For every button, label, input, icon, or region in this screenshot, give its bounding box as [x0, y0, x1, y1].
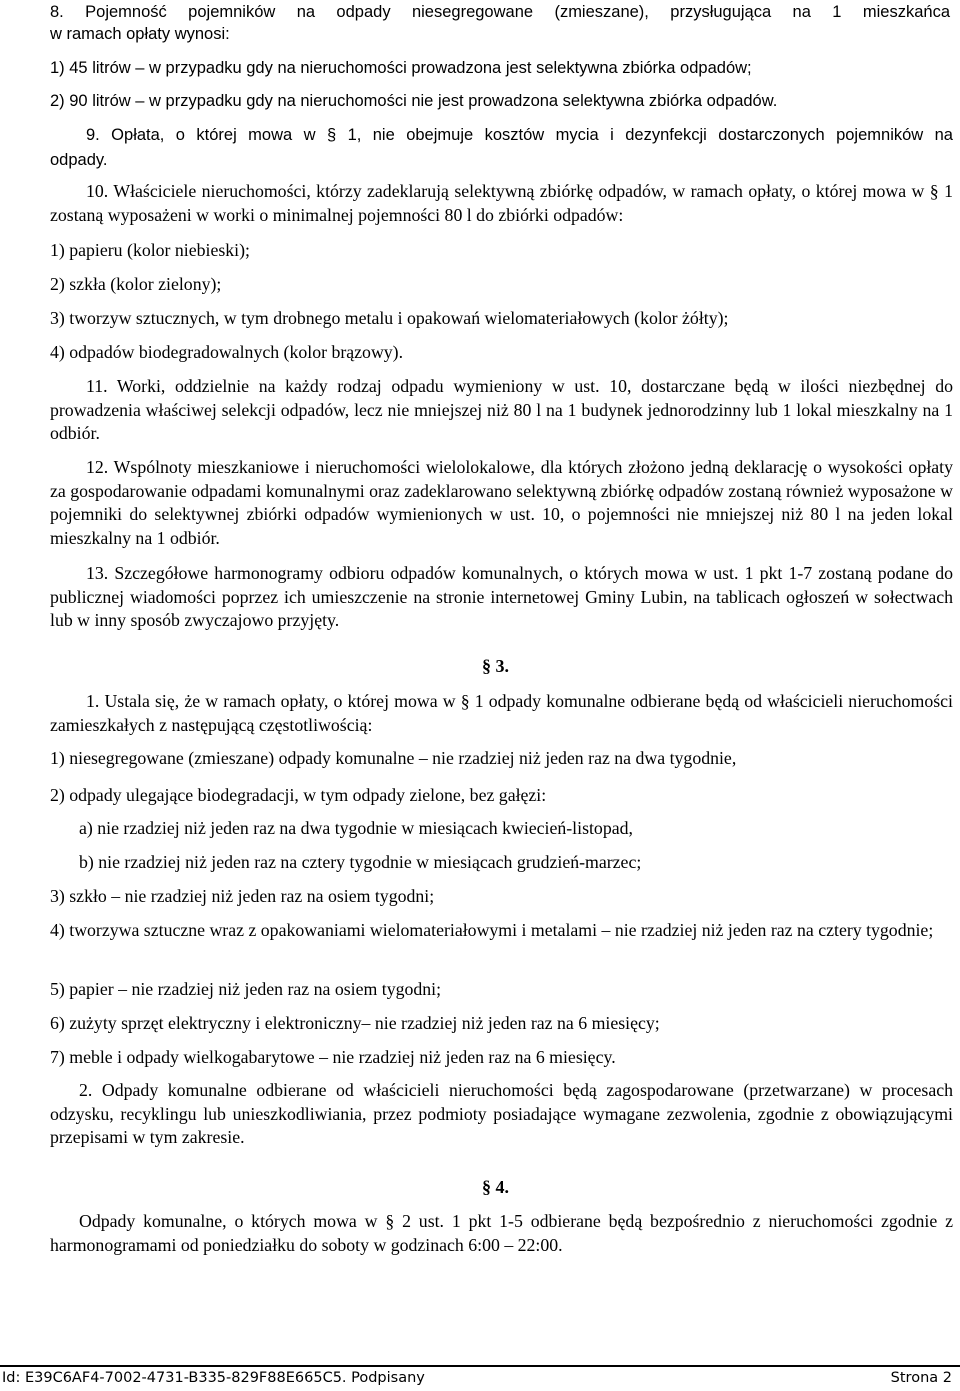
item-8-line-1: 8. Pojemność pojemników na odpady niesegregowane (zmieszane), przysługująca na 1 mieszkańca	[50, 3, 950, 21]
item-10-point-1: 1) papieru (kolor niebieski);	[50, 240, 250, 260]
item-13: 13. Szczegółowe harmonogramy odbioru odpadów komunalnych, o których mowa w ust. 1 pkt 1-7 zostaną podane do publicznej wiadomości poprzez ich umieszczenie na stronie internetowej Gminy Lubin, na tablicach ogłoszeń w sołectwach lub w inny sposób zwyczajowo przyjęty.	[50, 563, 953, 630]
section-3-paragraph-2: 2. Odpady komunalne odbierane od właścicieli nieruchomości będą zagospodarowane (przetwarzane) w procesach odzysku, recyklingu lub unieszkodliwiania, przez podmioty posiadające wymagane zezwolenia, zgodnie z obowiązującymi przepisami w tym zakresie.	[50, 1080, 953, 1147]
item-8-point-1: 1) 45 litrów – w przypadku gdy na nieruchomości prowadzona jest selektywna zbiórka odpadów;	[50, 59, 752, 77]
section-3-heading: § 3.	[482, 656, 509, 676]
item-10: 10. Właściciele nieruchomości, którzy zadeklarują selektywną zbiórkę odpadów, w ramach opłaty, o której mowa w § 1 zostaną wyposażeni w worki o minimalnej pojemności 80 l do zbiórki odpadów:	[50, 181, 953, 225]
item-12: 12. Wspólnoty mieszkaniowe i nieruchomości wielolokalowe, dla których złożono jedną deklarację o wysokości opłaty za gospodarowanie odpadami komunalnymi oraz zadeklarowano selektywną zbiórkę odpadów zostaną również wyposażone w pojemniki do selektywnej zbiórki odpadów wymienionych w ust. 10, o pojemności nie mniejszej niż 80 l na jeden lokal mieszkalny na 1 odbiór.	[50, 457, 953, 548]
frequency-item-5: 5) papier – nie rzadziej niż jeden raz na osiem tygodni;	[50, 979, 442, 999]
document-id: Id: E39C6AF4-7002-4731-B335-829F88E665C5. Podpisany	[2, 1370, 425, 1386]
frequency-item-1: 1) niesegregowane (zmieszane) odpady komunalne – nie rzadziej niż jeden raz na dwa tygodnie,	[50, 748, 737, 768]
frequency-item-7: 7) meble i odpady wielkogabarytowe – nie rzadziej niż jeden raz na 6 miesięcy.	[50, 1047, 616, 1067]
frequency-item-6: 6) zużyty sprzęt elektryczny i elektroniczny– nie rzadziej niż jeden raz na 6 miesięcy;	[50, 1013, 660, 1033]
frequency-item-2b: b) nie rzadziej niż jeden raz na cztery tygodnie w miesiącach grudzień-marzec;	[79, 852, 642, 872]
item-10-point-3: 3) tworzyw sztucznych, w tym drobnego metalu i opakowań wielomateriałowych (kolor żółty);	[50, 308, 729, 328]
frequency-item-2: 2) odpady ulegające biodegradacji, w tym odpady zielone, bez gałęzi:	[50, 785, 547, 805]
item-8-point-2: 2) 90 litrów – w przypadku gdy na nieruchomości nie jest prowadzona selektywna zbiórka odpadów.	[50, 92, 778, 110]
item-10-point-2: 2) szkła (kolor zielony);	[50, 274, 222, 294]
item-10-point-4: 4) odpadów biodegradowalnych (kolor brązowy).	[50, 342, 404, 362]
item-9-line-1: 9. Opłata, o której mowa w § 1, nie obejmuje kosztów mycia i dezynfekcji dostarczonych pojemników na	[86, 126, 953, 144]
page-number: Strona 2	[890, 1370, 952, 1386]
item-8-line-2: w ramach opłaty wynosi:	[50, 25, 230, 43]
frequency-item-4: 4) tworzywa sztuczne wraz z opakowaniami wielomateriałowymi i metalami – nie rzadziej niż jeden raz na cztery tygodnie;	[50, 920, 934, 940]
section-4-heading: § 4.	[482, 1177, 509, 1197]
frequency-item-3: 3) szkło – nie rzadziej niż jeden raz na osiem tygodni;	[50, 886, 435, 906]
item-11: 11. Worki, oddzielnie na każdy rodzaj odpadu wymieniony w ust. 10, dostarczane będą w ilości niezbędnej do prowadzenia właściwej selekcji odpadów, lecz nie mniejszej niż 80 l na 1 budynek jednorodzinny lub 1 lokal mieszkalny na 1 odbiór.	[50, 376, 953, 443]
footer	[0, 1365, 960, 1391]
frequency-item-2a: a) nie rzadziej niż jeden raz na dwa tygodnie w miesiącach kwiecień-listopad,	[79, 818, 633, 838]
section-4-paragraph: Odpady komunalne, o których mowa w § 2 ust. 1 pkt 1-5 odbierane będą bezpośrednio z nieruchomości zgodnie z harmonogramami od poniedziałku do soboty w godzinach 6:00 – 22:00.	[50, 1211, 953, 1255]
section-3-paragraph-1: 1. Ustala się, że w ramach opłaty, o której mowa w § 1 odpady komunalne odbierane będą od właścicieli nieruchomości zamieszkałych z następującą częstotliwością:	[50, 691, 953, 735]
item-9-line-2: odpady.	[50, 151, 108, 169]
